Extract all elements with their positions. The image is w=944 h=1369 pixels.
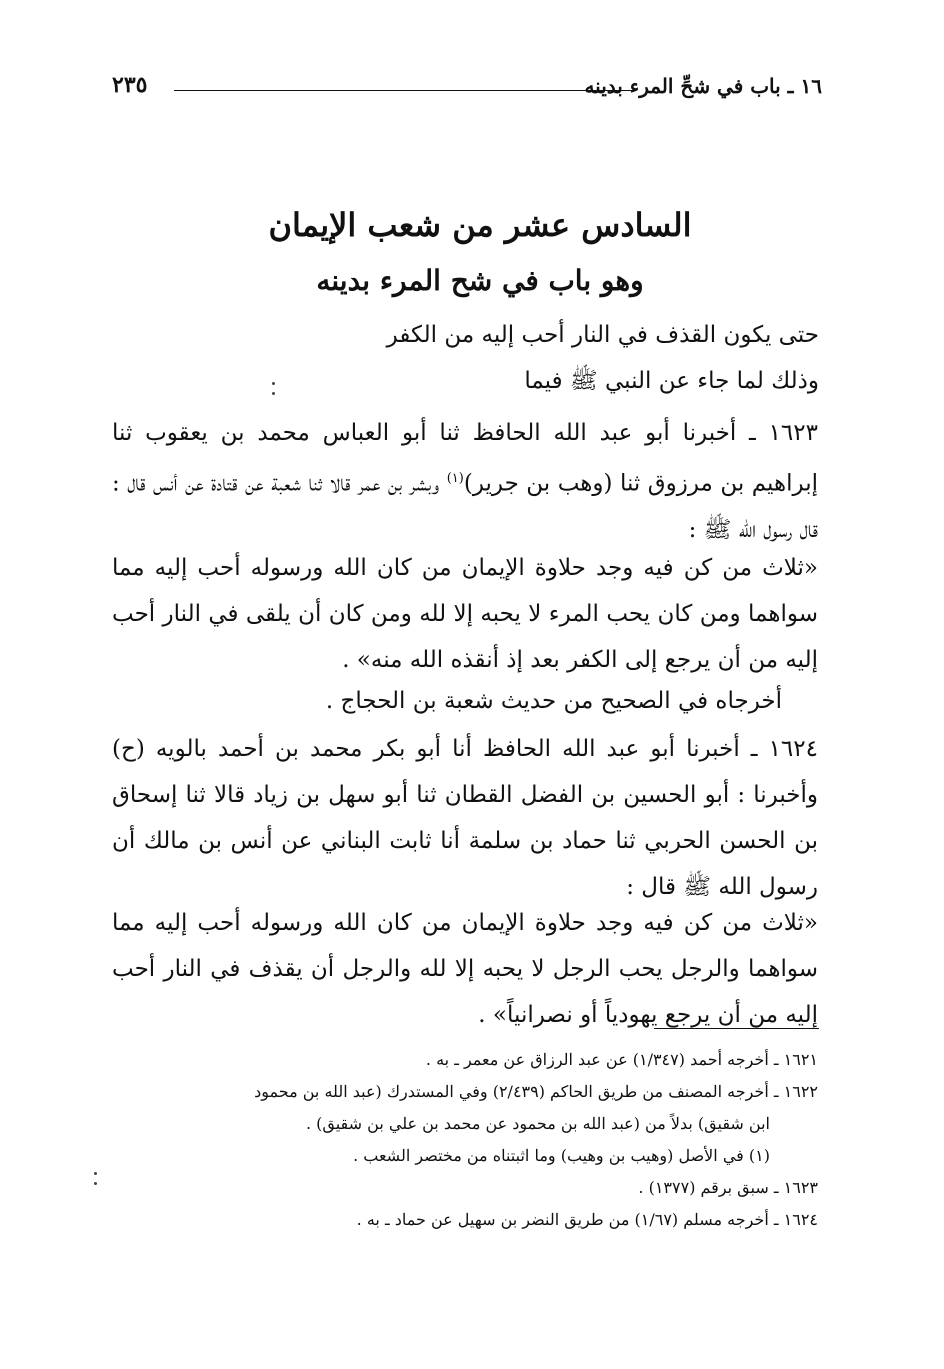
chapter-heading-line-2: وذلك لما جاء عن النبي ﷺ فيما	[524, 368, 819, 394]
footnote-1624: ١٦٢٤ ـ أخرجه مسلم (١/٦٧) من طريق النضر بن سهيل عن حماد ـ به .	[356, 1210, 818, 1229]
scan-speck	[94, 1172, 97, 1175]
hadith-1623-isnad	[112, 410, 818, 550]
chapter-title: السادس عشر من شعب الإيمان	[268, 206, 692, 244]
running-title: ١٦ ـ باب في شحِّ المرء بدينه	[584, 74, 822, 98]
hadith-1623-matn: «ثلاث من كن فيه وجد حلاوة الإيمان من كان الله ورسوله أحب إليه مما سواهما ومن كان يحب المرء لا يحبه إلا لله ومن كان أن يلقى في النار أحب إليه من أن يرجع إلى الكفر بعد إذ أنقذه الله منه» .	[112, 555, 818, 673]
running-header	[112, 70, 822, 104]
scan-speck	[272, 392, 275, 395]
hadith-1624-isnad: ١٦٢٤ ـ أخبرنا أبو عبد الله الحافظ أنا أبو بكر محمد بن أحمد بالويه (ح) وأخبرنا : أبو الحسين بن الفضل القطان ثنا أبو سهل بن زياد قالا ثنا إسحاق بن الحسن الحربي ثنا حماد بن سلمة أنا ثابت البناني عن أنس بن مالك أن رسول الله ﷺ قال :	[112, 736, 818, 900]
footnote-note-1: (١) في الأصل (وهيب بن وهيب) وما اثبتناه من مختصر الشعب .	[353, 1146, 770, 1165]
page-number: ٢٣٥	[112, 72, 148, 98]
footnote-separator	[654, 1028, 819, 1029]
footnotes	[112, 1044, 818, 1236]
footnote-1623: ١٦٢٣ ـ سبق برقم (١٣٧٧) .	[638, 1178, 818, 1197]
scan-speck	[272, 382, 275, 385]
footnote-1621: ١٦٢١ ـ أخرجه أحمد (١/٣٤٧) عن عبد الرزاق عن معمر ـ به .	[425, 1050, 818, 1069]
scan-speck	[94, 1182, 97, 1185]
hadith-1624-matn: «ثلاث من كن فيه وجد حلاوة الإيمان من كان الله ورسوله أحب إليه مما سواهما والرجل يحب الرجل لا يحبه إلا لله والرجل أن يقذف في النار أحب إليه من أن يرجع يهودياً أو نصرانياً» .	[112, 910, 818, 1028]
footnote-1622-continued: ابن شقيق) بدلاً من (عبد الله بن محمود عن محمد بن علي بن شقيق) .	[305, 1114, 770, 1133]
hadith-1623-text: ١٦٢٣ ـ أخبرنا أبو عبد الله الحافظ ثنا أبو العباس محمد بن يعقوب ثنا إبراهيم بن مرزوق ثنا (وهب بن جرير)	[112, 420, 818, 497]
hadith-1623-takhrij: أخرجاه في الصحيح من حديث شعبة بن الحجاج .	[325, 688, 782, 714]
header-rule	[174, 90, 632, 91]
chapter-heading-line-1: حتى يكون القذف في النار أحب إليه من الكفر	[386, 322, 819, 348]
chapter-subtitle: وهو باب في شح المرء بدينه	[316, 264, 644, 297]
footnote-ref-1: (١)	[446, 471, 464, 486]
footnote-1622: ١٦٢٢ ـ أخرجه المصنف من طريق الحاكم (٢/٤٣٩) وفي المستدرك (عبد الله بن محمود	[254, 1082, 818, 1101]
hadith-1623-text-rest: وبشر بن عمر قالا ثنا شعبة عن قتادة عن أنس قال : قال رسول الله ﷺ :	[112, 470, 818, 543]
